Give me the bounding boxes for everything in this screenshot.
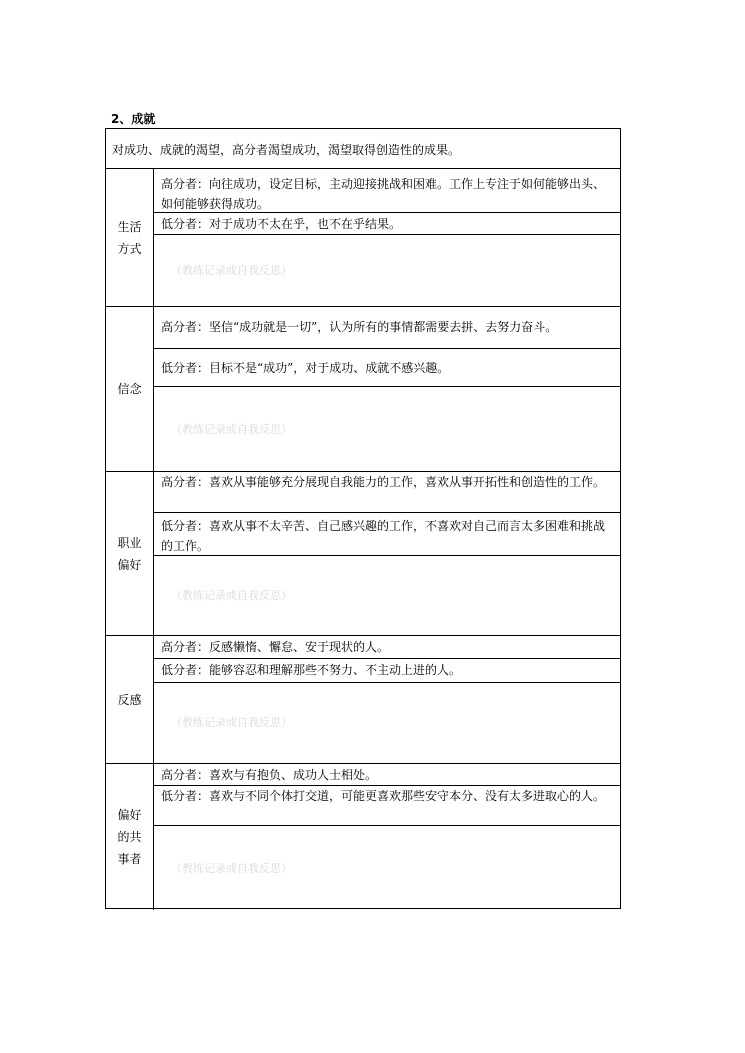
high-score-row: 高分者：喜欢从事能够充分展现自我能力的工作，喜欢从事开拓性和创造性的工作。 xyxy=(154,472,620,513)
section-label-cell xyxy=(106,169,154,306)
high-score-row: 高分者：反感懒惰、懈怠、安于现状的人。 xyxy=(154,636,620,659)
reflection-placeholder[interactable]: （教练记录或自我反思） xyxy=(171,862,292,875)
low-score-row: 低分者：喜欢与不同个体打交道，可能更喜欢那些安守本分、没有太多进取心的人。 xyxy=(154,786,620,826)
section-aversion xyxy=(106,636,620,764)
section-content xyxy=(154,472,620,635)
section-label-cell xyxy=(106,472,154,635)
section-content xyxy=(154,636,620,763)
reflection-placeholder[interactable]: （教练记录或自我反思） xyxy=(171,423,292,436)
high-score-row: 高分者：喜欢与有抱负、成功人士相处。 xyxy=(154,764,620,786)
low-score-row: 低分者：喜欢从事不太辛苦、自己感兴趣的工作，不喜欢对自己而言太多困难和挑战的工作。 xyxy=(154,513,620,556)
section-career-preference xyxy=(106,472,620,636)
low-score-row: 低分者：能够容忍和理解那些不努力、不主动上进的人。 xyxy=(154,659,620,683)
section-heading: 2、成就 xyxy=(111,112,156,126)
section-label-cell xyxy=(106,636,154,763)
section-belief xyxy=(106,307,620,472)
section-preferred-colleagues xyxy=(106,764,620,910)
section-lifestyle xyxy=(106,169,620,307)
section-content xyxy=(154,169,620,306)
section-label: 职业偏好 xyxy=(117,535,142,572)
section-label-cell xyxy=(106,307,154,471)
low-score-row: 低分者：目标不是“成功”，对于成功、成就不感兴趣。 xyxy=(154,349,620,387)
reflection-placeholder[interactable]: （教练记录或自我反思） xyxy=(171,716,292,729)
section-label: 偏好的共事者 xyxy=(117,808,142,866)
high-score-row: 高分者：坚信“成功就是一切”，认为所有的事情都需要去拼、去努力奋斗。 xyxy=(154,307,620,349)
high-score-row: 高分者：向往成功，设定目标，主动迎接挑战和困难。工作上专注于如何能够出头、如何能够获得成功。 xyxy=(154,169,620,213)
intro-row: 对成功、成就的渴望，高分者渴望成功，渴望取得创造性的成果。 xyxy=(106,129,620,169)
section-label: 反感 xyxy=(117,692,142,707)
section-content xyxy=(154,764,620,910)
section-content xyxy=(154,307,620,471)
reflection-placeholder[interactable]: （教练记录或自我反思） xyxy=(171,264,292,277)
section-label: 信念 xyxy=(117,382,142,396)
section-label: 生活方式 xyxy=(117,219,142,256)
section-label-cell xyxy=(106,764,154,910)
reflection-placeholder[interactable]: （教练记录或自我反思） xyxy=(171,589,292,602)
achievement-table xyxy=(105,128,621,909)
low-score-row: 低分者：对于成功不太在乎，也不在乎结果。 xyxy=(154,213,620,235)
